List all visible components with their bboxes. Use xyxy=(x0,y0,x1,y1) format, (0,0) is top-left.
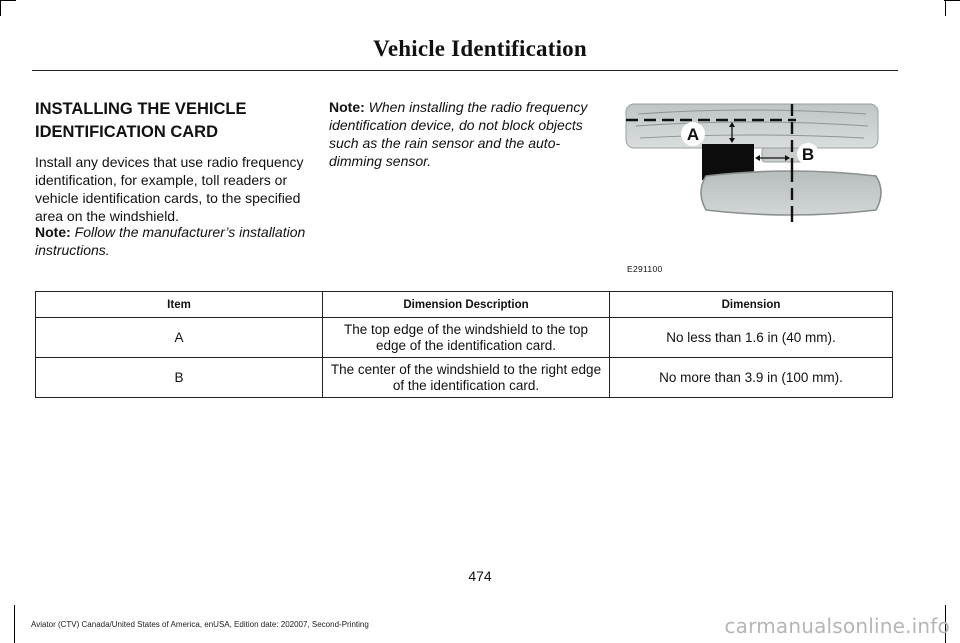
note-label: Note: xyxy=(329,99,365,115)
watermark: carmanualsonline.info xyxy=(724,614,950,638)
page-title: Vehicle Identification xyxy=(373,36,587,61)
page-number: 474 xyxy=(468,568,492,584)
note-sensors xyxy=(329,98,597,170)
table-cell-dimension: No less than 1.6 in (40 mm). xyxy=(610,318,893,358)
table-cell-description: The top edge of the windshield to the top edge of the identification card. xyxy=(323,318,610,358)
table-row xyxy=(36,318,893,358)
table-row xyxy=(36,358,893,398)
section-heading-line1: INSTALLING THE VEHICLE xyxy=(35,100,247,118)
note-installation xyxy=(35,223,307,259)
note-text: When installing the radio frequency identification device, do not block objects such as the rain sensor and the auto-dimming sensor. xyxy=(329,99,588,169)
dimension-b-arrowhead xyxy=(755,155,760,161)
column-header-item: Item xyxy=(36,292,323,318)
note-text: Follow the manufacturer’s installation instructions. xyxy=(35,224,306,258)
intro-paragraph: Install any devices that use radio frequency identification, for example, toll readers or vehicle identification cards, to the specified area on the windshield. xyxy=(35,154,304,224)
note-label: Note: xyxy=(35,224,71,240)
callout-b: B xyxy=(801,145,815,164)
column-header-description: Dimension Description xyxy=(323,292,610,318)
table-cell-item: B xyxy=(36,358,323,398)
section-heading xyxy=(35,98,295,144)
table-cell-description: The center of the windshield to the right edge of the identification card. xyxy=(323,358,610,398)
headliner-panel xyxy=(626,104,878,148)
column-header-dimension: Dimension xyxy=(610,292,893,318)
table-cell-item: A xyxy=(36,318,323,358)
header-rule xyxy=(32,70,898,71)
crop-mark xyxy=(944,0,960,1)
dimension-table xyxy=(35,291,893,398)
section-heading-line2: IDENTIFICATION CARD xyxy=(35,123,219,141)
windshield-illustration xyxy=(596,96,896,272)
crop-mark xyxy=(0,0,1,16)
crop-mark xyxy=(945,0,946,16)
callout-a: A xyxy=(686,125,700,144)
table-header-row xyxy=(36,292,893,318)
figure-code: E291100 xyxy=(627,264,663,274)
table-cell-dimension: No more than 3.9 in (100 mm). xyxy=(610,358,893,398)
crop-mark xyxy=(0,0,16,1)
crop-mark xyxy=(14,605,15,643)
edition-footer: Aviator (CTV) Canada/United States of America, enUSA, Edition date: 202007, Second-Printing xyxy=(31,620,369,629)
